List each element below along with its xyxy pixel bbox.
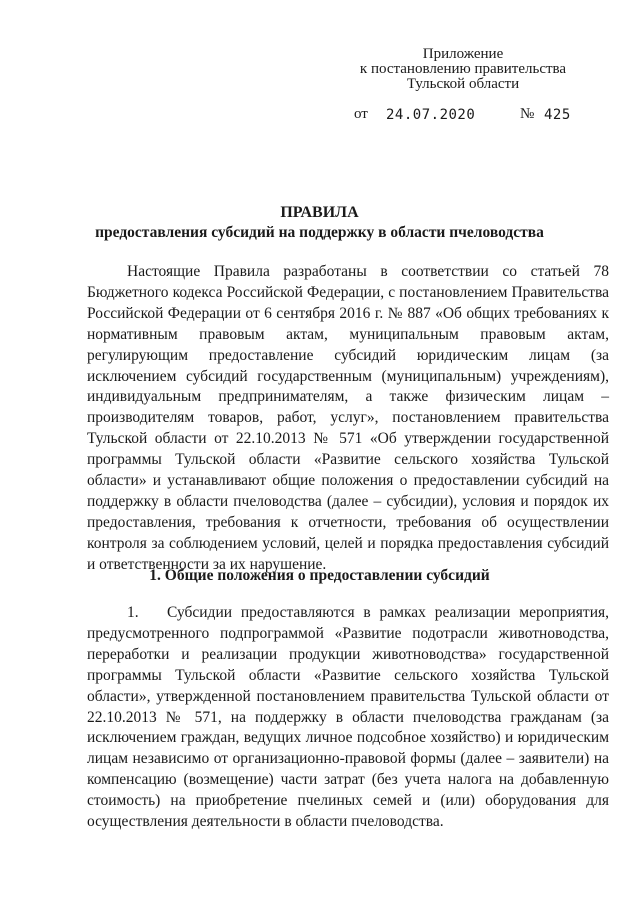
number-label: № xyxy=(520,106,535,122)
document-title: ПРАВИЛА xyxy=(280,204,359,221)
document-subtitle: предоставления субсидий на поддержку в области пчеловодства xyxy=(95,224,544,241)
clause-number: 1. xyxy=(127,604,139,621)
date-value: 24.07.2020 xyxy=(386,107,476,123)
intro-paragraph: Настоящие Правила разработаны в соответствии со статьей 78 Бюджетного кодекса Российской Федерации, с постановлением Правительства Российской Федерации от 6 сентября 2016 г. № 887 «Об общих требованиях к нормативным правовым актам, муниципальным правовым актам, регулирующим предоставление субсидий юридическим лицам (за исключением субсидий государственным (муниципальным) учреждениям), индивидуальным предпринимателям, а также физическим лицам – производителям товаров, работ, услуг», постановлением правительства Тульской области от 22.10.2013 № 571 «Об утверждении государственной программы Тульской области «Развитие сельского хозяйства Тульской области» и устанавливают общие положения о предоставлении субсидий на поддержку в области пчеловодства (далее – субсидии), условия и порядок их предоставления, требования к отчетности, требования об осуществлении контроля за соблюдением условий, целей и порядка предоставления субсидий и ответственности за их нарушение. xyxy=(87,263,609,573)
section-heading: 1. Общие положения о предоставлении субсидий xyxy=(149,567,490,584)
appendix-line: Тульской области xyxy=(406,76,520,92)
number-value: 425 xyxy=(544,107,571,123)
clause-text: Субсидии предоставляются в рамках реализации мероприятия, предусмотренного подпрограммой «Развитие подотрасли животноводства, переработки и реализации продукции животноводства» государственной программы Тульской области «Развитие сельского хозяйства Тульской области», утвержденной постановлением правительства Тульской области от 22.10.2013 № 571, на поддержку в области пчеловодства гражданам (за исключением граждан, ведущих личное подсобное хозяйство) и юридическим лицам независимо от организационно-правовой формы (далее – заявители) на компенсацию (возмещение) части затрат (без учета налога на добавленную стоимость) на приобретение пчелиных семей и (или) оборудования для осуществления деятельности в области пчеловодства. xyxy=(87,604,609,831)
appendix-line: к постановлению правительства xyxy=(359,61,567,77)
date-label: от xyxy=(354,106,368,122)
appendix-block xyxy=(338,47,588,92)
clause-paragraph xyxy=(87,603,609,833)
appendix-line: Приложение xyxy=(422,46,504,62)
